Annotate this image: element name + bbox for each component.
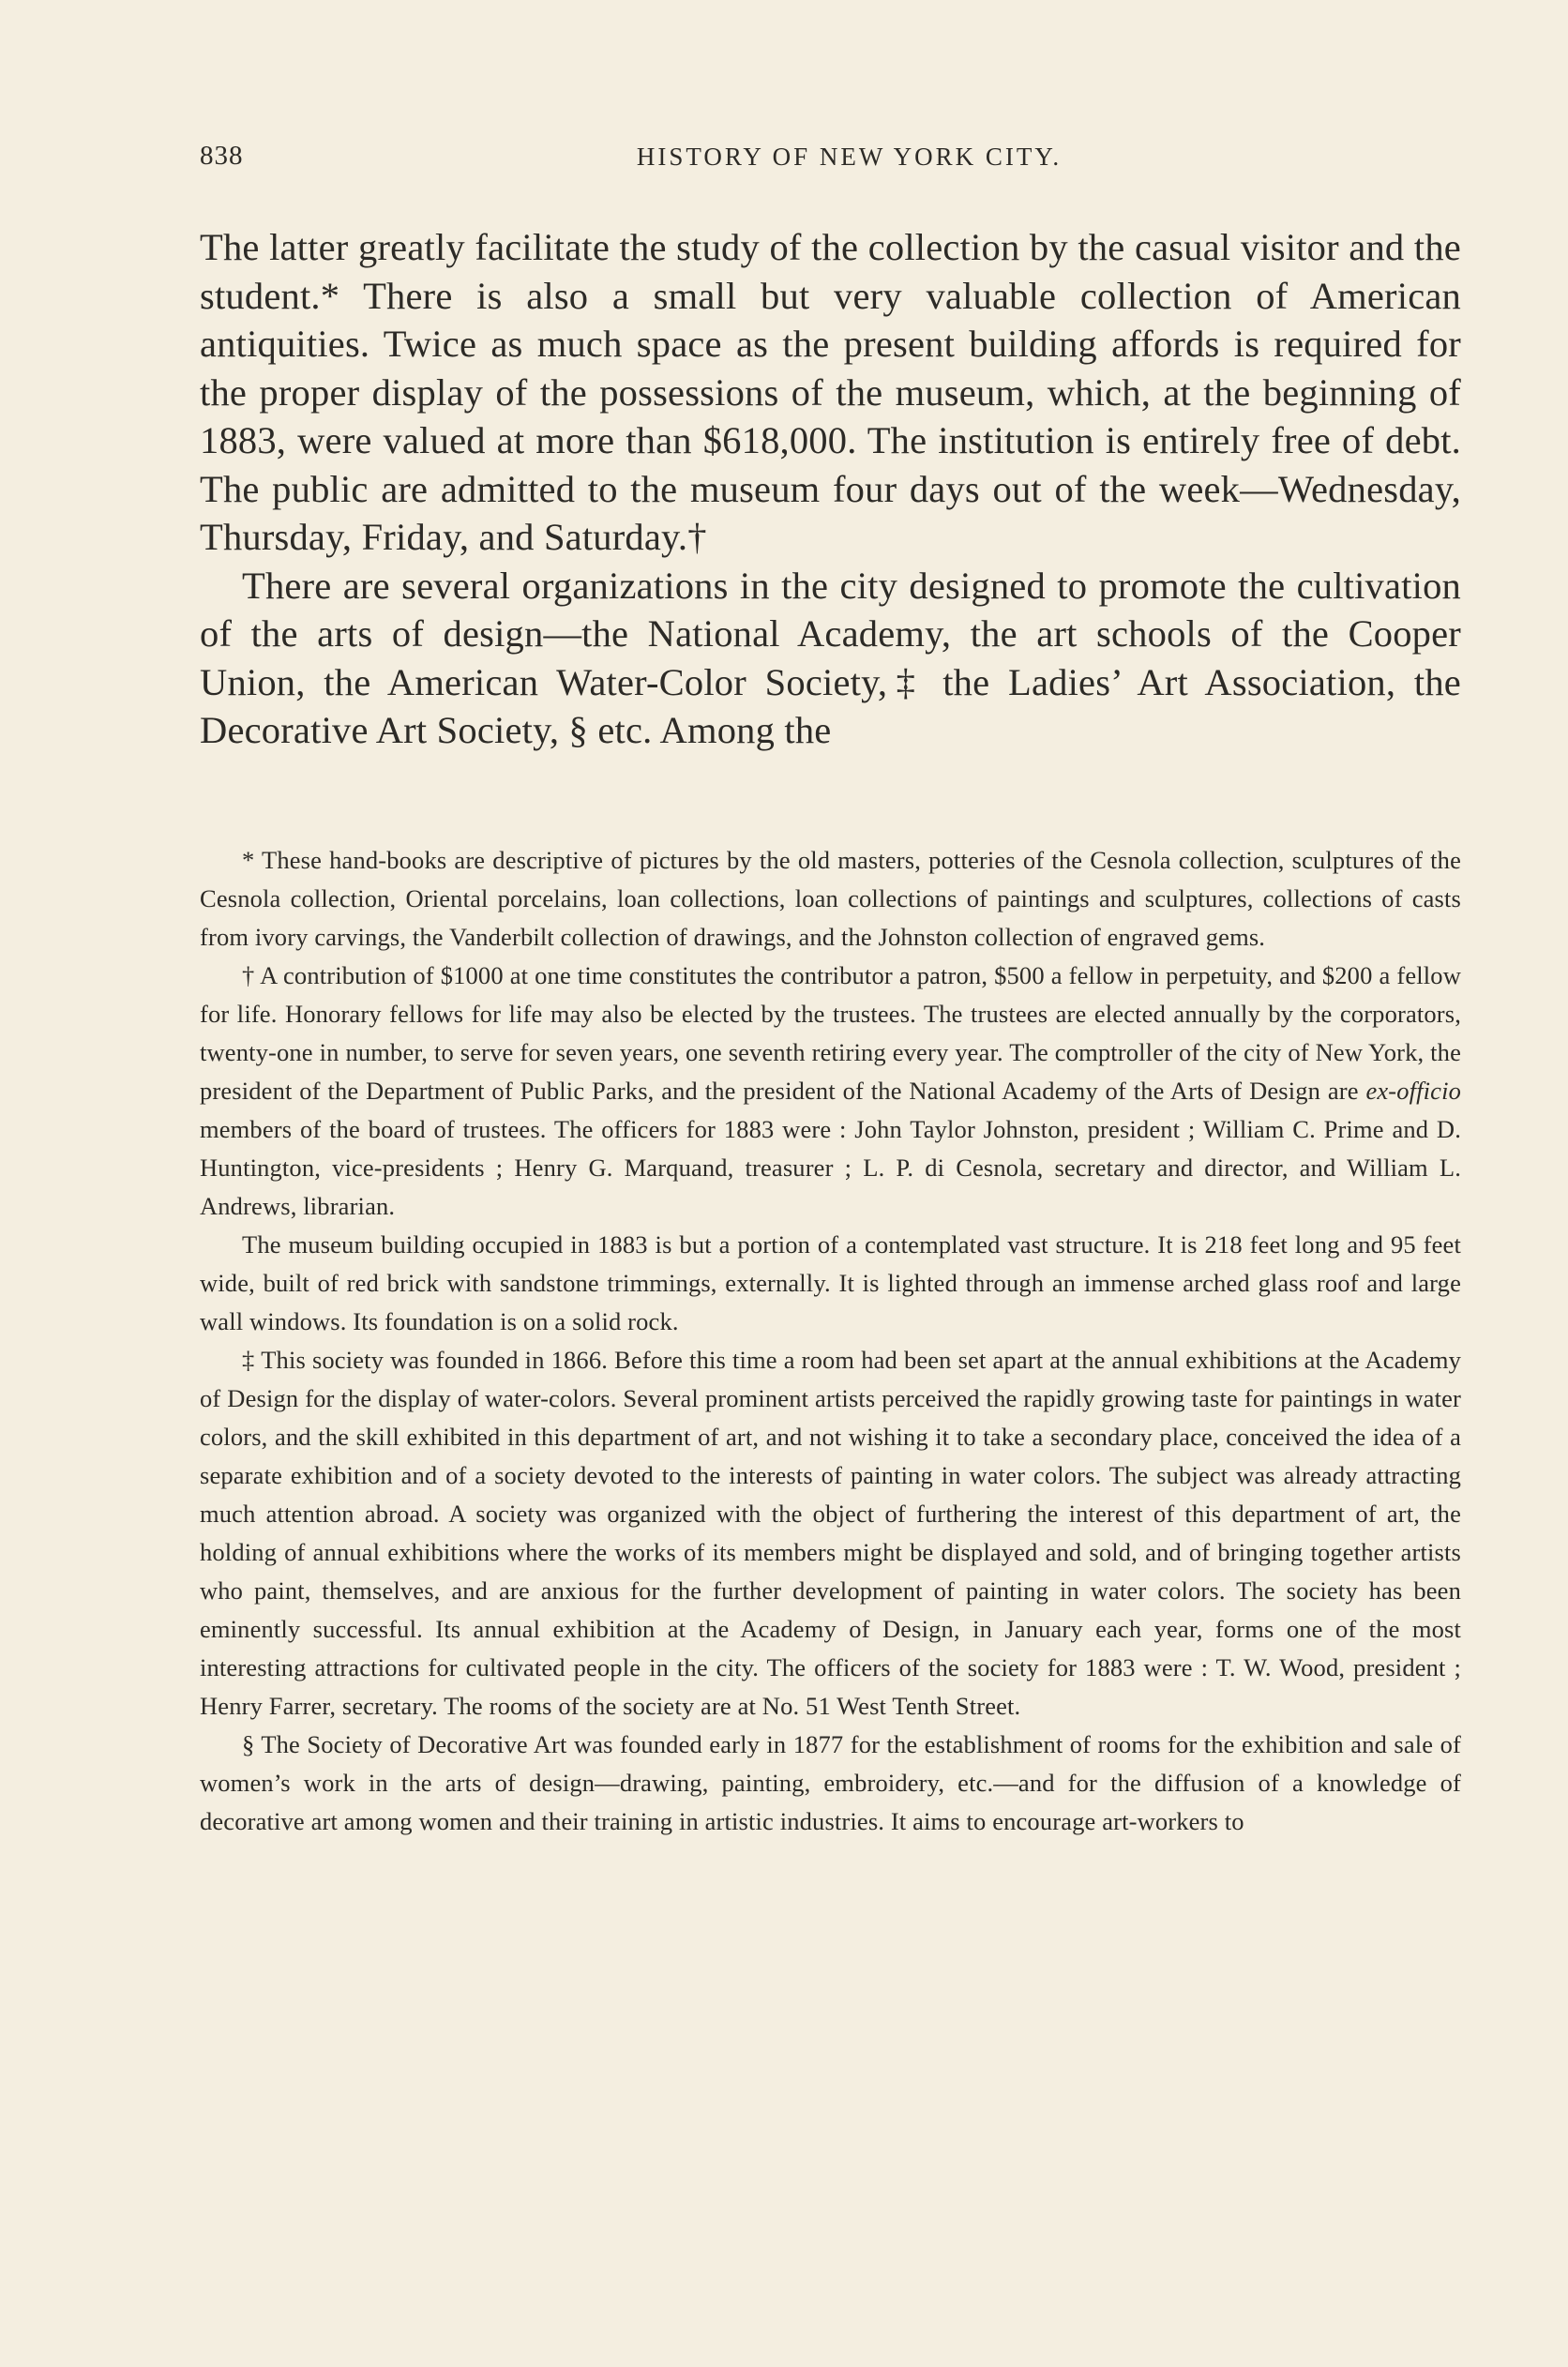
footnotes <box>200 841 1461 1841</box>
page-number: 838 <box>200 141 244 171</box>
footnote-decorative-art-society: § The Society of Decorative Art was founded early in 1877 for the establishment of rooms for the exhibition and sale of women’s work in the arts of design—drawing, painting, embroidery, etc.—and for the diffusion of a knowledge of decorative art among women and their training in artistic industries. It aims to encourage art-workers to <box>200 1730 1461 1835</box>
italic-term: ex-officio <box>1365 1077 1461 1105</box>
footnote-contribution <box>200 957 1461 1226</box>
footnote-text: † A contribution of $1000 at one time constitutes the contributor a patron, $500 a fellow in perpetuity, and $200 a fellow for life. Honorary fellows for life may also be elected by the trustees. The trustees are elected annually by the corporators, twenty-one in number, to serve for seven years, one seventh retiring every year. The comptroller of the city of New York, the president of the Department of Public Parks, and the president of the National Academy of the Arts of Design are <box>200 961 1461 1105</box>
footnote-handbooks: * These hand-books are descriptive of pictures by the old masters, potteries of the Cesnola collection, sculptures of the Cesnola collection, Oriental porcelains, loan collections, loan collections of paintings and sculptures, collections of casts from ivory carvings, the Vanderbilt collection of drawings, and the Johnston collection of engraved gems. <box>200 846 1461 951</box>
main-text <box>200 223 1461 755</box>
footnote-museum-building: The museum building occupied in 1883 is but a portion of a contemplated vast structure. It is 218 feet long and 95 feet wide, built of red brick with sandstone trimmings, externally. It is lighted through an immense arched glass roof and large wall windows. Its foundation is on a solid rock. <box>200 1230 1461 1335</box>
footnote-text: members of the board of trustees. The officers for 1883 were : John Taylor Johnston, president ; William C. Prime and D. Huntington, vice-presidents ; Henry G. Marquand, treasurer ; L. P. di Cesnola, secretary and director, and William L. Andrews, librarian. <box>200 1115 1461 1220</box>
body-paragraph: The latter greatly facilitate the study of the collection by the casual visitor and the student.* There is also a small but very valuable collection of American antiquities. Twice as much space as the present building affords is required for the proper display of the possessions of the museum, which, at the beginning of 1883, were valued at more than $618,000. The institution is entirely free of debt. The public are admitted to the museum four days out of the week—Wednesday, Thursday, Friday, and Saturday.† <box>200 226 1461 558</box>
footnote-water-color-society: ‡ This society was founded in 1866. Before this time a room had been set apart at the annual exhibitions at the Academy of Design for the display of water-colors. Several prominent artists perceived the rapidly growing taste for paintings in water colors, and the skill exhibited in this department of art, and not wishing it to take a secondary place, conceived the idea of a separate exhibition and of a society devoted to the interests of painting in water colors. The subject was already attracting much attention abroad. A society was organized with the object of furthering the interest of this department of art, the holding of annual exhibitions where the works of its members might be displayed and sold, and of bringing together artists who paint, themselves, and are anxious for the further development of painting in water colors. The society has been eminently successful. Its annual exhibition at the Academy of Design, in January each year, forms one of the most interesting attractions for cultivated people in the city. The officers of the society for 1883 were : T. W. Wood, president ; Henry Farrer, secretary. The rooms of the society are at No. 51 West Tenth Street. <box>200 1346 1461 1720</box>
body-paragraph: There are several organizations in the city designed to promote the cultivation of the arts of design—the National Academy, the art schools of the Cooper Union, the American Water-Color Society,‡ the Ladies’ Art Association, the Decorative Art Society, § etc. Among the <box>200 564 1461 751</box>
running-title: HISTORY OF NEW YORK CITY. <box>636 143 1063 171</box>
page-header <box>200 141 1461 178</box>
